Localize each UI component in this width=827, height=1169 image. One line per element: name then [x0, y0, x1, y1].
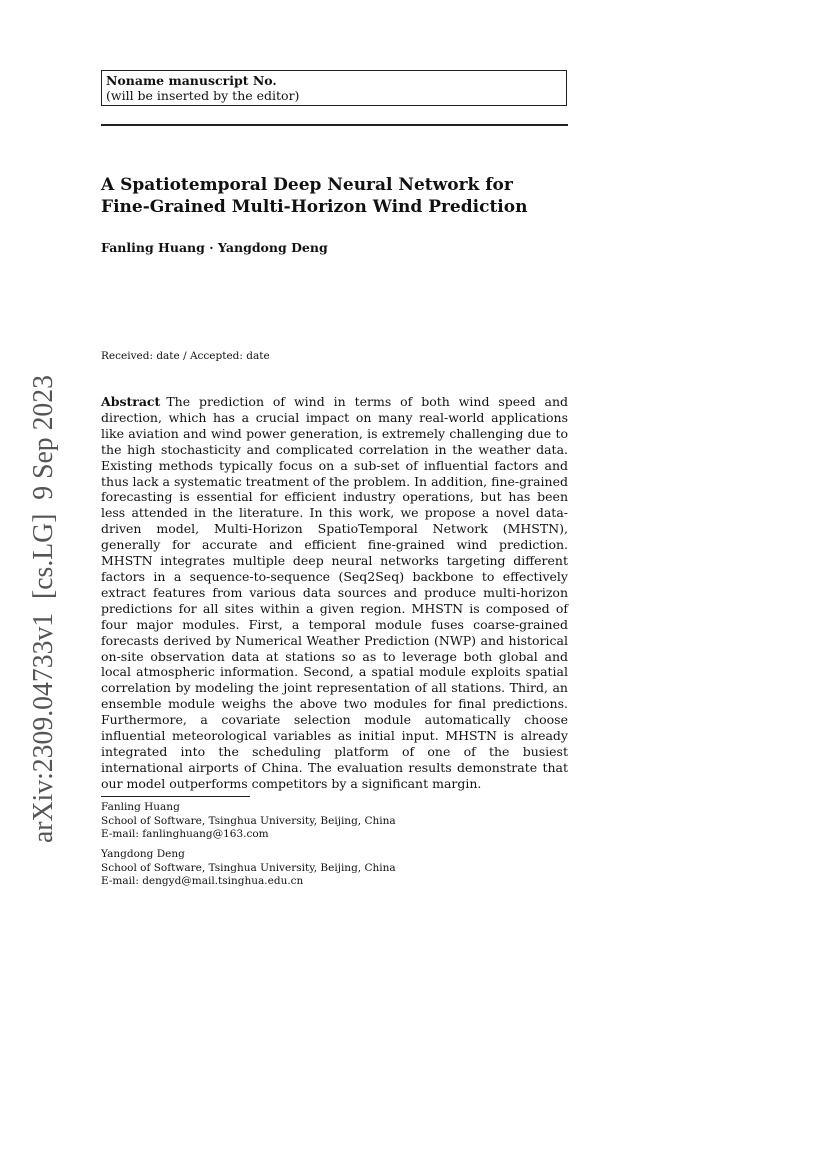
abstract-text: The prediction of wind in terms of both wind speed and direction, which has a crucial impact on many real-world applications like aviation and wind power generation, is extremely challenging due to the high stochasticity and complicated correlation in the weather data. Existing methods typically focus on a sub-set of influential factors and thus lack a systematic treatment of the problem. In addition, fine-grained forecasting is essential for efficient industry operations, but has been less attended in the literature. In this work, we propose a novel data-driven model, Multi-Horizon SpatioTemporal Network (MHSTN), generally for accurate and efficient fine-grained wind prediction. MHSTN integrates multiple deep neural networks targeting different factors in a sequence-to-sequence (Seq2Seq) backbone to effectively extract features from various data sources and produce multi-horizon predictions for all sites within a given region. MHSTN is composed of four major modules. First, a temporal module fuses coarse-grained forecasts derived by Numerical Weather Prediction (NWP) and historical on-site observation data at stations so as to leverage both global and local atmospheric information. Second, a spatial module exploits spatial correlation by modeling the joint representation of all stations. Third, an ensemble module weighs the above two modules for final predictions. Furthermore, a covariate selection module automatically choose influential meteorological variables as initial input. MHSTN is already integrated into the scheduling platform of one of the busiest international airports of China. The evaluation results demonstrate that our model outperforms competitors by a significant margin. [101, 394, 568, 791]
footnote-rule [101, 796, 250, 797]
header-rule [101, 124, 568, 126]
arxiv-stamp[interactable] [25, 373, 59, 843]
affiliation-email[interactable]: E-mail: dengyd@mail.tsinghua.edu.cn [101, 875, 304, 887]
author-list: Fanling Huang · Yangdong Deng [101, 240, 328, 255]
affiliation-name: Yangdong Deng [101, 848, 185, 860]
abstract-label: Abstract [101, 394, 161, 409]
received-date: Received: date / Accepted: date [101, 350, 270, 362]
title-line-2: Fine-Grained Multi-Horizon Wind Prediction [101, 197, 528, 217]
abstract [101, 394, 568, 792]
paper-title [101, 174, 571, 218]
affiliation-name: Fanling Huang [101, 801, 180, 813]
title-line-1: A Spatiotemporal Deep Neural Network for [101, 175, 513, 195]
affiliation-1 [101, 801, 501, 842]
affiliation-2 [101, 848, 501, 889]
manuscript-box [101, 70, 567, 106]
affiliation-institution: School of Software, Tsinghua University, Beijing, China [101, 861, 396, 874]
arxiv-stamp-text: arXiv:2309.04733v1 [cs.LG] 9 Sep 2023 [27, 373, 59, 843]
affiliation-institution: School of Software, Tsinghua University, Beijing, China [101, 814, 396, 827]
editor-note: (will be inserted by the editor) [106, 88, 300, 103]
manuscript-number: Noname manuscript No. [106, 73, 277, 88]
affiliation-email[interactable]: E-mail: fanlinghuang@163.com [101, 828, 269, 840]
